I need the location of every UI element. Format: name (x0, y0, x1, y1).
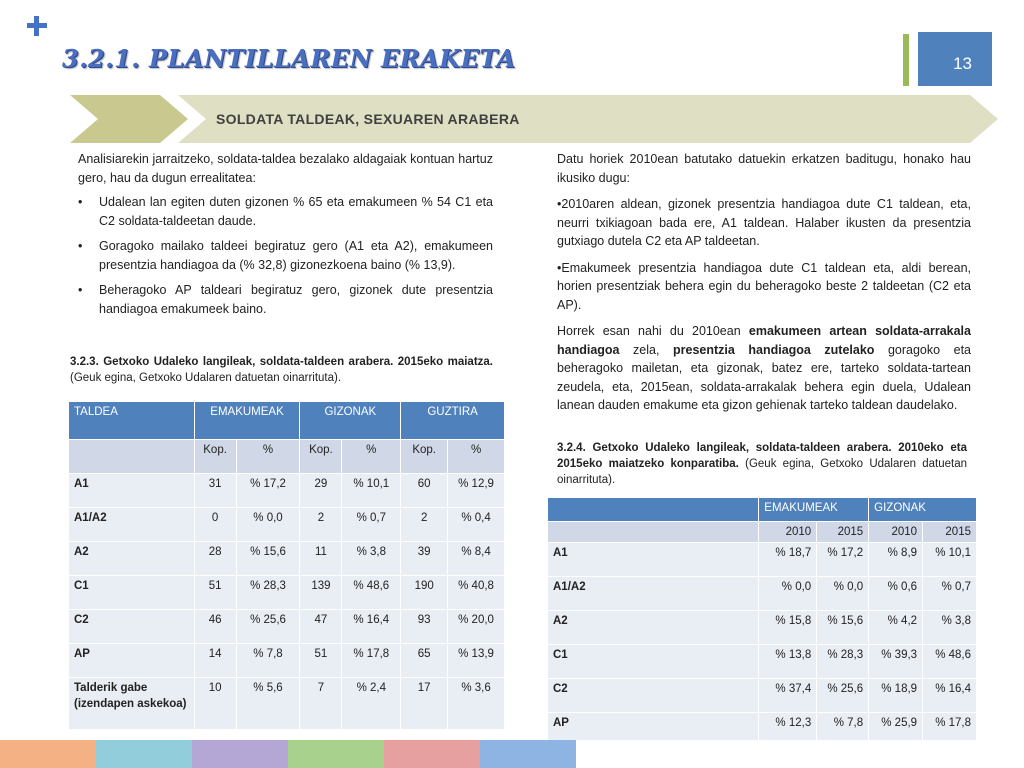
table-cell: % 15,6 (817, 611, 869, 645)
table-row (69, 508, 505, 542)
right-column (557, 150, 971, 423)
table-cell: % 25,6 (817, 679, 869, 713)
table-cell: % 15,6 (236, 542, 300, 576)
right-bullet: •2010aren aldean, gizonek presentzia handiagoa dute C1 taldean, eta, neurri txikiagoan bada ere, A1 taldean. Halaber ikusten da presentzia gutxiago dutela C2 eta AP taldeetan. (557, 197, 971, 248)
col-header: EMAKUMEAK (194, 402, 300, 440)
table-cell: % 40,8 (448, 576, 505, 610)
table-cell: 14 (194, 644, 236, 678)
table-cell: 139 (300, 576, 342, 610)
table-cell: AP (69, 644, 195, 678)
banner-left-chevron (70, 95, 188, 143)
subheader-cell: % (448, 440, 505, 474)
table-cell: 29 (300, 474, 342, 508)
table-row (69, 474, 505, 508)
table-cell: A1/A2 (548, 577, 759, 611)
table-cell: AP (548, 713, 759, 747)
table-cell: % 4,2 (869, 611, 923, 645)
table-row (69, 542, 505, 576)
col-header (548, 498, 759, 522)
table-cell: % 0,0 (759, 577, 817, 611)
list-item: • Udalean lan egiten duten gizonen % 65 eta emakumeen % 54 C1 eta C2 soldata-taldeetan daude. (78, 193, 493, 230)
list-item: • Goragoko mailako taldeei begiratuz gero (A1 eta A2), emakumeen presentzia handiagoa da (% 32,8) gizonezkoena baino (% 13,9). (78, 237, 493, 274)
table-cell: % 0,0 (817, 577, 869, 611)
page-number: 13 (918, 32, 992, 86)
col-header: GUZTIRA (401, 402, 505, 440)
color-stripe (192, 740, 288, 768)
table-cell: % 8,4 (448, 542, 505, 576)
table-cell: % 12,9 (448, 474, 505, 508)
table-cell: A1/A2 (69, 508, 195, 542)
table-cell: % 0,7 (923, 577, 977, 611)
table-cell: % 37,4 (759, 679, 817, 713)
table-cell: % 0,7 (342, 508, 401, 542)
table-cell: 39 (401, 542, 448, 576)
subheader-cell: Kop. (401, 440, 448, 474)
table-cell: 11 (300, 542, 342, 576)
table-cell: 2 (300, 508, 342, 542)
table-cell: % 0,4 (448, 508, 505, 542)
table-cell: % 7,8 (236, 644, 300, 678)
table-cell: C2 (548, 679, 759, 713)
col-header: EMAKUMEAK (759, 498, 869, 522)
table-cell: % 0,0 (236, 508, 300, 542)
color-stripe (288, 740, 384, 768)
footer-color-stripes (0, 740, 1024, 768)
caption-title: 3.2.3. Getxoko Udaleko langileak, soldata-taldeen arabera. 2015eko maiatza. (70, 356, 493, 368)
table-cell: C1 (548, 645, 759, 679)
table-cell: % 16,4 (923, 679, 977, 713)
caption-source: (Geuk egina, Getxoko Udalaren datuetan oinarrituta). (70, 372, 342, 384)
table-cell: 65 (401, 644, 448, 678)
table-cell: % 13,8 (759, 645, 817, 679)
table-row (548, 611, 977, 645)
table-cell: % 10,1 (923, 543, 977, 577)
color-stripe (96, 740, 192, 768)
table-row (548, 679, 977, 713)
table-salary-groups-2015 (68, 401, 505, 730)
left-intro: Analisiarekin jarraitzeko, soldata-taldea bezalako aldagaiak kontuan hartuz gero, hau da dugun errealitatea: (78, 152, 493, 185)
subheader-cell: % (342, 440, 401, 474)
table-row (548, 577, 977, 611)
col-header: GIZONAK (300, 402, 401, 440)
table-cell: 46 (194, 610, 236, 644)
bold-text: presentzia handiagoa zutelako (673, 342, 875, 357)
table-cell: % 15,8 (759, 611, 817, 645)
table-cell: A2 (69, 542, 195, 576)
table-cell: % 2,4 (342, 678, 401, 730)
table-cell: 28 (194, 542, 236, 576)
table1-caption (70, 354, 493, 386)
table-cell: % 10,1 (342, 474, 401, 508)
table-cell: % 12,3 (759, 713, 817, 747)
table-cell: % 48,6 (342, 576, 401, 610)
subheader-cell: Kop. (194, 440, 236, 474)
color-stripe (384, 740, 480, 768)
table-cell: % 3,6 (448, 678, 505, 730)
text: zela, (619, 342, 673, 357)
table-cell: % 3,8 (342, 542, 401, 576)
table-row (69, 610, 505, 644)
subheader-cell: % (236, 440, 300, 474)
table-cell: 190 (401, 576, 448, 610)
table-cell: A1 (69, 474, 195, 508)
left-column (78, 150, 493, 325)
table-cell: % 8,9 (869, 543, 923, 577)
section-banner (70, 95, 1000, 143)
table-cell: 17 (401, 678, 448, 730)
table-cell: % 20,0 (448, 610, 505, 644)
table-cell: % 28,3 (236, 576, 300, 610)
table-cell: % 17,2 (236, 474, 300, 508)
right-bullet: •Emakumeek presentzia handiagoa dute C1 taldean eta, aldi berean, horien presentziak behera egin du beheragoko beste 2 taldeetan (C2 eta AP). (557, 260, 971, 312)
page-title: 3.2.1. PLANTILLAREN ERAKETA (62, 44, 516, 73)
table-cell (548, 522, 759, 543)
subheader-cell: Kop. (300, 440, 342, 474)
table-row (69, 644, 505, 678)
table-cell: 60 (401, 474, 448, 508)
table-cell: 51 (300, 644, 342, 678)
table-cell: 51 (194, 576, 236, 610)
accent-bar (903, 34, 909, 86)
text: goragoko eta beheragoko mailetan, eta gizonak, batez ere, tarteko soldata-tartean zeudela, eta, 2015ean, soldata-arrakalak behera egin duela, Udalean lanean dauden emakume eta gizon gehienak tarteko taldean daudelako. (557, 342, 971, 412)
table-cell: % 17,8 (342, 644, 401, 678)
col-header: GIZONAK (869, 498, 977, 522)
table-cell: C2 (69, 610, 195, 644)
table-cell: % 18,7 (759, 543, 817, 577)
table-cell: 93 (401, 610, 448, 644)
table-row (548, 645, 977, 679)
table-cell: Talderik gabe (izendapen askekoa) (69, 678, 195, 730)
table-row (69, 678, 505, 730)
right-conclusion (557, 322, 971, 415)
table-cell: 2 (401, 508, 448, 542)
table-cell: 7 (300, 678, 342, 730)
table-cell: 31 (194, 474, 236, 508)
right-intro: Datu horiek 2010ean batutako datuekin erkatzen baditugu, honako hau ikusiko dugu: (557, 152, 971, 185)
table-cell: % 5,6 (236, 678, 300, 730)
table-cell: % 25,6 (236, 610, 300, 644)
table-cell (69, 440, 195, 474)
color-stripe (480, 740, 576, 768)
table-cell: % 48,6 (923, 645, 977, 679)
table-cell: A1 (548, 543, 759, 577)
table-cell: % 3,8 (923, 611, 977, 645)
table-cell: 47 (300, 610, 342, 644)
subheader-cell: 2015 (923, 522, 977, 543)
caption-title: 3.2.4. Getxoko Udaleko langileak, soldata-taldeen arabera. 2010eko eta 2015eko maiatzeko konparatiba. (557, 442, 967, 470)
table-cell: % 13,9 (448, 644, 505, 678)
table-cell: C1 (69, 576, 195, 610)
table-cell: % 25,9 (869, 713, 923, 747)
table-salary-groups-comparison (547, 497, 977, 768)
table-cell: % 17,2 (817, 543, 869, 577)
table-cell: % 28,3 (817, 645, 869, 679)
col-header: TALDEA (69, 402, 195, 440)
table-cell: A2 (548, 611, 759, 645)
table-cell: % 7,8 (817, 713, 869, 747)
banner-title: SOLDATA TALDEAK, SEXUAREN ARABERA (216, 111, 520, 127)
table-cell: % 39,3 (869, 645, 923, 679)
table2-caption (557, 440, 967, 488)
left-bullets (78, 193, 493, 318)
subheader-cell: 2010 (759, 522, 817, 543)
list-item: • Beheragoko AP taldeari begiratuz gero, gizonek dute presentzia handiagoa emakumeek baino. (78, 281, 493, 318)
banner-chevrons (70, 95, 1000, 143)
color-stripe (0, 740, 96, 768)
caption-source: (Geuk egina, Getxoko Udalaren datuetan oinarrituta). (557, 458, 967, 486)
table-cell: 10 (194, 678, 236, 730)
table-cell: % 16,4 (342, 610, 401, 644)
text: Horrek esan nahi du 2010ean (557, 324, 749, 338)
table-cell: 0 (194, 508, 236, 542)
table-cell: % 17,8 (923, 713, 977, 747)
subheader-cell: 2010 (869, 522, 923, 543)
subheader-cell: 2015 (817, 522, 869, 543)
table-row (69, 576, 505, 610)
table-row (548, 543, 977, 577)
plus-icon (25, 14, 49, 38)
bold-text: emakumeen artean soldata-arrakala handiagoa (557, 324, 971, 357)
color-stripe (576, 740, 1024, 768)
table-cell: % 18,9 (869, 679, 923, 713)
table-cell: % 0,6 (869, 577, 923, 611)
